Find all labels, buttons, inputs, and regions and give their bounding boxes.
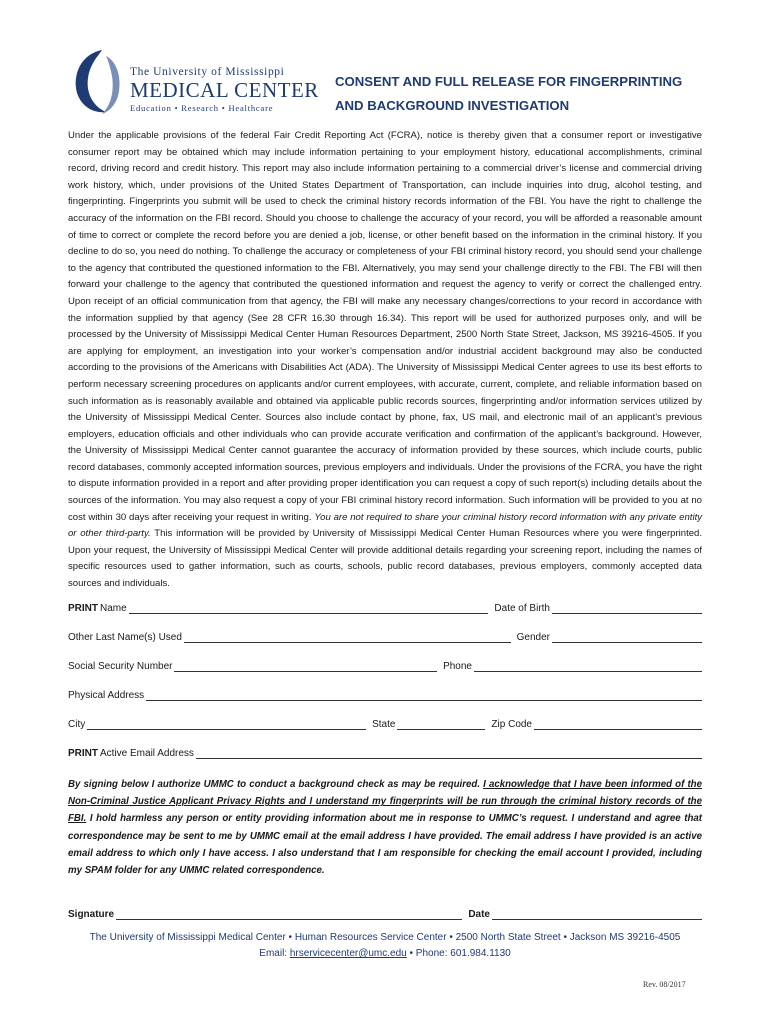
- dob-label: Date of Birth: [494, 603, 550, 614]
- privacy-rights-acknowledgement: I acknowledge that I have been informed of the Non-Criminal Justice Applicant Privacy Rights and I understand my fingerprints will be run through the criminal history records of the FBI.: [68, 779, 702, 825]
- gender-label: Gender: [516, 632, 550, 643]
- gender-field[interactable]: [552, 632, 702, 643]
- phone-field[interactable]: [474, 661, 702, 672]
- ssn-row: [68, 658, 702, 672]
- email-row: [68, 745, 702, 759]
- notice-text-end: This information will be provided by University of Mississippi Medical Center Human Resources where you were fingerprinted. Upon your request, the University of Mississippi Medical Center will provide additional details regarding your screening report, including the names of specific resources used to gather information, such as courts, schools, public record databases, previous employers, commonly accepted data sources and individuals.: [68, 528, 702, 590]
- other-names-row: [68, 629, 702, 643]
- signature-row: [68, 906, 702, 920]
- signature-field[interactable]: [116, 909, 462, 920]
- city-label: City: [68, 719, 86, 730]
- email-field[interactable]: [196, 748, 702, 759]
- date-field[interactable]: [492, 909, 702, 920]
- document-title: [335, 70, 715, 118]
- footer-contact: [0, 948, 770, 959]
- footer-email-link[interactable]: hrservicecenter@umc.edu: [289, 948, 407, 959]
- zip-field[interactable]: [534, 719, 702, 730]
- logo-university-text: The University of Mississippi: [130, 66, 285, 78]
- notice-text: Under the applicable provisions of the federal Fair Credit Reporting Act (FCRA), notice is thereby given that a consumer report or investigative consumer report may be obtained which may include information pertaining to your employment history, educational accomplishments, criminal record, driving record and credit history. This report may also include information pertaining to a commercial driver’s license and commercial driving work history, which, under provisions of the United States Department of Transportation, can include inquiries into drug, alcohol testing, and fingerprinting. Fingerprints you submit will be used to check the criminal history records information of the FBI. You have the right to challenge the accuracy of the information on the FBI record. Should you choose to challenge the accuracy of your record, you will be afforded a reasonable amount of time to correct or complete the record before you are denied a job, license, or other benefit based on the information in the criminal history. If you decline to do so, you need do nothing. To challenge the accuracy or completeness of your FBI criminal history record, you should send your challenge to the agency that contributed the questioned information to the FBI. Alternatively, you may send your challenge directly to the FBI. The FBI will then forward your challenge to the agency that contributed the questioned information and request the agency to verify or correct the challenged entry. Upon receipt of an official communication from that agency, the FBI will make any necessary changes/corrections to your record in accordance with the information supplied by that agency (See 28 CFR 16.30 through 16.34). This report will be used for authorized purposes only, and will be processed by the University of Mississippi Medical Center Human Resources Department, 2500 North State Street, Jackson, MS 39216-4505. If you are applying for employment, an investigation into your worker’s compensation and/or industrial accident background may also be conducted according to the provisions of the Americans with Disabilities Act (ADA). The University of Mississippi Medical Center agrees to use its best efforts to perform necessary screening procedures on applicants and/or current employees, with accurate, current, complete, and reliable information based on such information as is reasonably available and obtained via applicable public records sources, fingerprinting and/or information services utilized by the University of Mississippi Medical Center. Sources also include contact by phone, fax, US mail, and electronic mail of an applicant’s previous employers, education officials and other individuals who can provide accurate verification and confirmation of the applicant’s background. However, the University of Mississippi Medical Center cannot guarantee the accuracy of information provided by these sources, which include courts, public record databases, commonly accepted information sources, previous employers and individuals. Under the provisions of the FCRA, you have the right to dispute information provided in a report and after providing proper identification you can request a copy of such report(s) including details about the sources of the information. You may also request a copy of your FBI criminal history record information. Such information will be provided to you at no cost within 30 days after receiving your request in writing.: [68, 130, 702, 523]
- dob-field[interactable]: [552, 603, 702, 614]
- print-label-2: PRINT: [68, 748, 98, 759]
- phone-label: Phone: [443, 661, 472, 672]
- date-label: Date: [468, 909, 490, 920]
- other-names-label: Other Last Name(s) Used: [68, 632, 182, 643]
- other-names-field[interactable]: [184, 632, 511, 643]
- authorization-statement: [68, 776, 702, 879]
- email-label: Active Email Address: [100, 748, 194, 759]
- city-row: [68, 716, 702, 730]
- title-line-2: AND BACKGROUND INVESTIGATION: [335, 98, 570, 113]
- hold-harmless-text: I hold harmless any person or entity providing information about me in response to UMMC’s request. I understand and agree that correspondence may be sent to me by UMMC email at the email address I have provided. The email address I have provided is an active email address to which only I have access. I also understand that I am responsible for checking the email account I provided, including my SPAM folder for any UMMC related correspondence.: [68, 813, 702, 877]
- city-field[interactable]: [87, 719, 366, 730]
- footer-address: The University of Mississippi Medical Center • Human Resources Service Center • 2500 North State Street • Jackson MS 39216-4505: [89, 932, 681, 943]
- title-line-1: CONSENT AND FULL RELEASE FOR FINGERPRINTING: [335, 74, 683, 89]
- address-label: Physical Address: [68, 690, 145, 701]
- signature-label: Signature: [68, 909, 115, 920]
- umc-logo: [72, 46, 332, 118]
- consent-notice-paragraph: [68, 128, 702, 593]
- ssn-label: Social Security Number: [68, 661, 173, 672]
- logo-mark-icon: [72, 46, 126, 118]
- state-field[interactable]: [397, 719, 485, 730]
- notice-italic-text: You are not required to share your criminal history record information with any private entity or other third-party.: [68, 511, 702, 540]
- print-label: PRINT: [68, 603, 98, 614]
- name-label: Name: [100, 603, 127, 614]
- logo-medical-center-text: MEDICAL CENTER: [130, 78, 319, 102]
- logo-tagline: Education • Research • Healthcare: [130, 103, 274, 113]
- name-row: [68, 600, 702, 614]
- authorization-text: By signing below I authorize UMMC to conduct a background check as may be required.: [68, 779, 481, 790]
- address-field[interactable]: [146, 690, 702, 701]
- address-row: [68, 687, 702, 701]
- revision-date: Rev. 08/2017: [643, 980, 686, 989]
- zip-label: Zip Code: [491, 719, 532, 730]
- footer-phone: • Phone: 601.984.1130: [409, 948, 511, 959]
- footer-email-prefix: Email:: [259, 948, 288, 959]
- ssn-field[interactable]: [174, 661, 437, 672]
- state-label: State: [372, 719, 396, 730]
- name-field[interactable]: [129, 603, 489, 614]
